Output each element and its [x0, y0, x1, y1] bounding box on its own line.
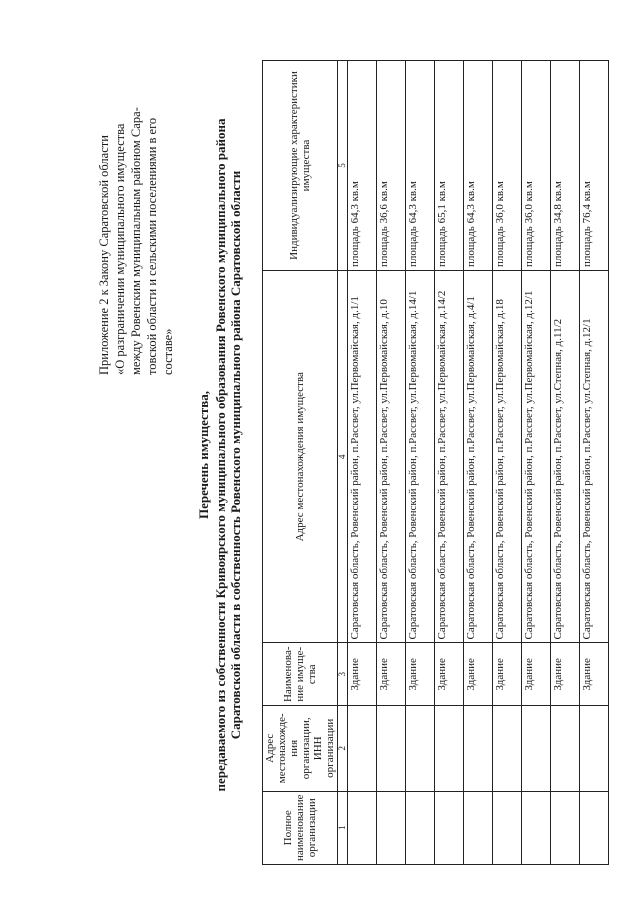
cell-property-address: Саратовская область, Ровенский район, п.Рассвет, ул.Первомайская, д.18 [493, 271, 522, 643]
cell-org-address [435, 706, 464, 792]
header-org-address: Адрес местонахожде-ния организации, ИНН организации [263, 706, 338, 792]
table-row [348, 61, 377, 865]
property-table [262, 60, 609, 865]
table-row [435, 61, 464, 865]
appendix-line: товской области и сельскими поселениями в его [145, 117, 159, 375]
column-number: 5 [338, 61, 348, 271]
table-row [464, 61, 493, 865]
title-heading: Перечень имущества, [196, 391, 211, 519]
cell-property-name: Здание [551, 643, 580, 706]
cell-org-address [493, 706, 522, 792]
title-line: Саратовской области в собственность Ровенского муниципального района Саратовской области [228, 170, 243, 740]
cell-property-characteristics: площадь 64,3 кв.м [464, 61, 493, 271]
cell-org-address [580, 706, 609, 792]
cell-property-characteristics: площадь 36,0 кв.м [493, 61, 522, 271]
title-line: передаваемого из собственности Кривоярского муниципального образования Ровенского муниципального района [212, 118, 228, 792]
cell-property-name: Здание [522, 643, 551, 706]
cell-property-address: Саратовская область, Ровенский район, п.Рассвет, ул.Первомайская, д.12/1 [522, 271, 551, 643]
column-number: 4 [338, 271, 348, 643]
document-title [196, 45, 244, 865]
column-number: 3 [338, 643, 348, 706]
cell-org-name [464, 791, 493, 864]
cell-org-name [493, 791, 522, 864]
table-row [377, 61, 406, 865]
cell-property-characteristics: площадь 34,8 кв.м [551, 61, 580, 271]
cell-property-name: Здание [580, 643, 609, 706]
cell-org-address [406, 706, 435, 792]
appendix-note [96, 85, 176, 375]
cell-property-characteristics: площадь 36,0 кв.м [522, 61, 551, 271]
appendix-line: между Ровенским муниципальным районом Сара- [129, 107, 143, 375]
cell-org-name [580, 791, 609, 864]
header-org-name: Полное наименование организации [263, 791, 338, 864]
cell-org-name [435, 791, 464, 864]
cell-property-address: Саратовская область, Ровенский район, п.Рассвет, ул.Первомайская, д.1/1 [348, 271, 377, 643]
cell-property-address: Саратовская область, Ровенский район, п.Рассвет, ул.Степная, д.12/1 [580, 271, 609, 643]
header-property-name: Наименова-ние имуще-ства [263, 643, 338, 706]
appendix-line: составе» [161, 328, 175, 375]
cell-property-name: Здание [406, 643, 435, 706]
header-property-address: Адрес местонахождения имущества [263, 271, 338, 643]
cell-property-address: Саратовская область, Ровенский район, п.Рассвет, ул.Первомайская, д.4/1 [464, 271, 493, 643]
header-property-characteristics: Индивидуализирующие характеристики имущества [263, 61, 338, 271]
cell-org-name [377, 791, 406, 864]
cell-property-address: Саратовская область, Ровенский район, п.Рассвет, ул.Первомайская, д.14/2 [435, 271, 464, 643]
table-row [551, 61, 580, 865]
cell-property-name: Здание [493, 643, 522, 706]
cell-property-characteristics: площадь 36,6 кв.м [377, 61, 406, 271]
cell-property-name: Здание [348, 643, 377, 706]
cell-org-name [522, 791, 551, 864]
column-numbers-row [338, 61, 348, 865]
cell-property-name: Здание [435, 643, 464, 706]
cell-property-address: Саратовская область, Ровенский район, п.Рассвет, ул.Степная, д.11/2 [551, 271, 580, 643]
cell-property-characteristics: площадь 64,3 кв.м [406, 61, 435, 271]
table-row [580, 61, 609, 865]
cell-org-name [551, 791, 580, 864]
cell-org-name [406, 791, 435, 864]
table-row [493, 61, 522, 865]
table-row [522, 61, 551, 865]
cell-property-characteristics: площадь 65,1 кв.м [435, 61, 464, 271]
table-row [406, 61, 435, 865]
cell-org-name [348, 791, 377, 864]
column-number: 1 [338, 791, 348, 864]
appendix-line: Приложение 2 к Закону Саратовской области [97, 135, 111, 375]
cell-property-characteristics: площадь 64,3 кв.м [348, 61, 377, 271]
cell-property-name: Здание [464, 643, 493, 706]
appendix-line: «О разграничении муниципального имущества [113, 123, 127, 375]
cell-org-address [522, 706, 551, 792]
cell-property-characteristics: площадь 76,4 кв.м [580, 61, 609, 271]
cell-org-address [464, 706, 493, 792]
cell-property-name: Здание [377, 643, 406, 706]
cell-property-address: Саратовская область, Ровенский район, п.Рассвет, ул.Первомайская, д.14/1 [406, 271, 435, 643]
table-header-row [263, 61, 338, 865]
cell-org-address [348, 706, 377, 792]
cell-org-address [377, 706, 406, 792]
cell-property-address: Саратовская область, Ровенский район, п.Рассвет, ул.Первомайская, д.10 [377, 271, 406, 643]
cell-org-address [551, 706, 580, 792]
column-number: 2 [338, 706, 348, 792]
